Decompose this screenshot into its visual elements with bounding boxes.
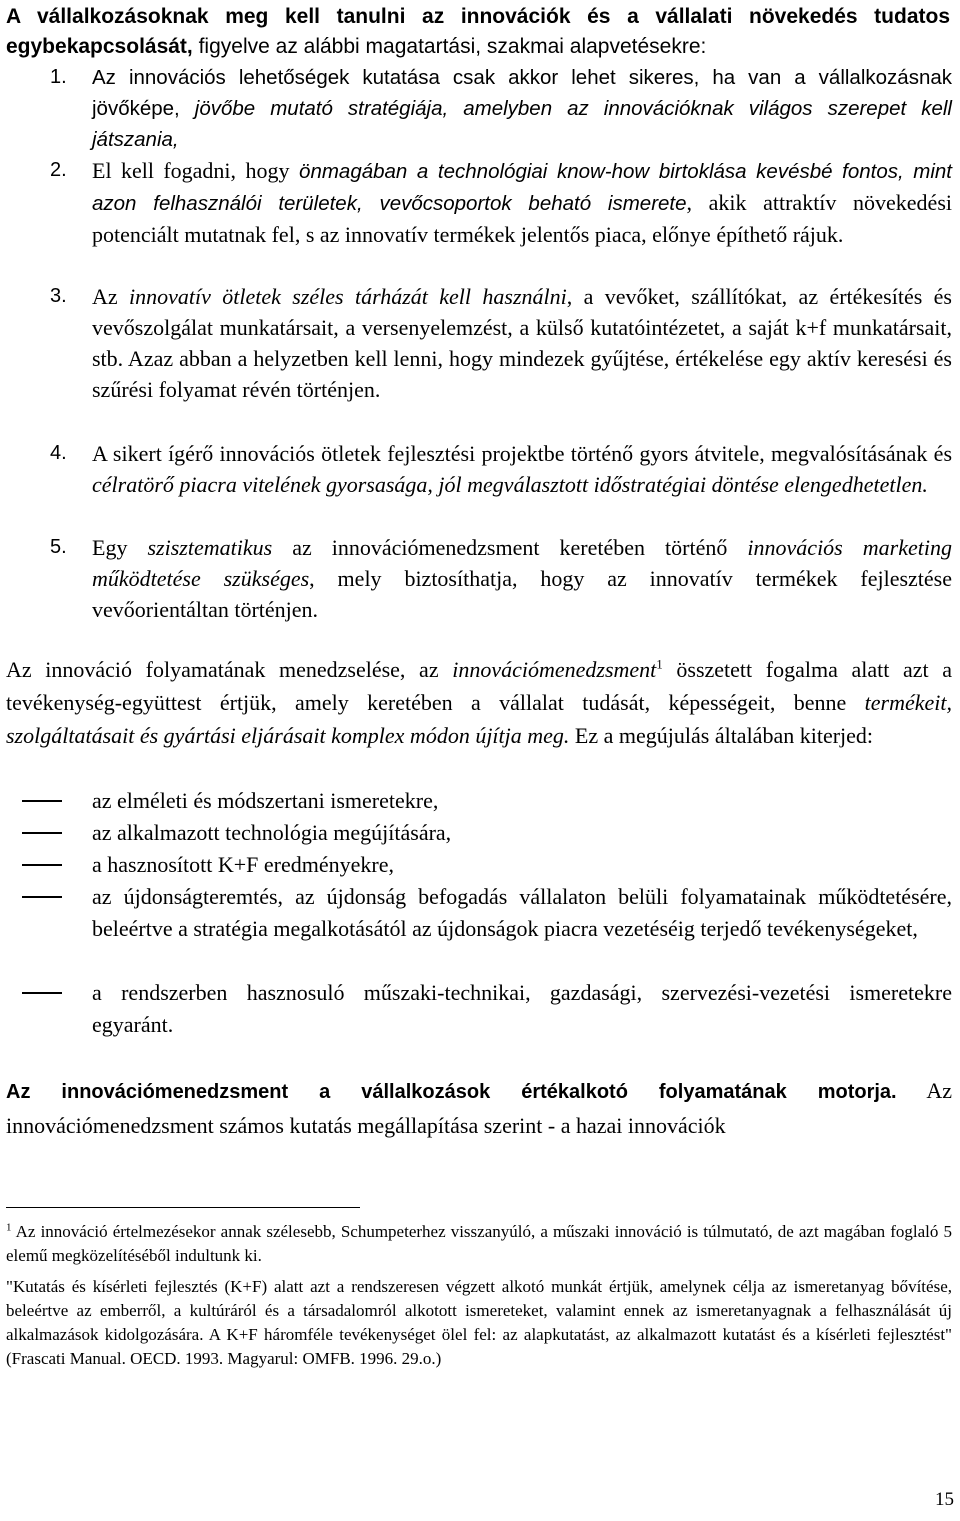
list-text-part: , akik attraktív növekedési potenciált mutatnak fel, s az innovatív termékek jelentős piaca, előnye építhető rájuk. xyxy=(92,190,952,247)
footnote-marker: 1 xyxy=(6,1221,12,1234)
intro-bold: A vállalkozásoknak meg kell tanulni az innovációk és a vállalati növekedés tudatos egybekapcsolását, xyxy=(6,5,950,58)
list-text xyxy=(92,281,952,405)
list-text xyxy=(92,532,952,625)
list-text xyxy=(92,62,952,155)
footnote-text: Az innováció értelmezésekor annak szélesebb, Schumpeterhez visszanyúló, a műszaki innováció is túlmutató, de azt magában foglaló 5 elemű megközelítéséből indultunk ki. xyxy=(6,1222,952,1265)
para-italic-term: innovációmenedzsment xyxy=(452,657,657,682)
dash-bullet xyxy=(22,864,62,866)
list-number: 1. xyxy=(50,66,67,88)
list-text-part: az innovációmenedzsment keretében történő xyxy=(272,535,728,560)
list-number: 2. xyxy=(50,159,67,181)
footnote-1 xyxy=(6,1220,952,1268)
para-part: Az innováció folyamatának menedzselése, az xyxy=(6,657,453,682)
list-number: 5. xyxy=(50,536,67,558)
dash-list-text: az elméleti és módszertani ismeretekre, xyxy=(92,788,439,813)
list-number: 4. xyxy=(50,442,67,464)
dash-list-text: a rendszerben hasznosuló műszaki-technikai, gazdasági, szervezési-vezetési ismeretekre egyaránt. xyxy=(92,980,952,1037)
para-bold: Az innovációmenedzsment a vállalkozások értékalkotó folyamatának motorja. xyxy=(6,1081,897,1103)
list-text-part: , mely biztosíthatja, hogy az innovatív termékek fejlesztése vevőorientáltan történjen. xyxy=(92,566,952,622)
dash-list-text: az újdonságteremtés, az újdonság befogadás vállalaton belüli folyamatainak működtetésére, beleértve a stratégia megalkotásától az újdonságok piacra vezetéséig terjedő tevékenységeket, xyxy=(92,884,952,941)
dash-list-text: az alkalmazott technológia megújítására, xyxy=(92,820,452,845)
footnote-quote: "Kutatás és kísérleti fejlesztés (K+F) alatt azt a rendszeresen végzett alkotó munkát értjük, amelynek célja az ismeretanyag bővítése, beleértve az emberről, a kultúráról és a társadalomról alkotott ismereteket, valamint ennek az ismeretanyagnak a felhasználását új alkalmazások kidolgozására. A K+F háromféle tevékenységet ölel fel: az alapkutatást, az alkalmazott kutatást és a kísérleti fejlesztést" (Frascati Manual. OECD. 1993. Magyarul: OMFB. 1996. 29.o.) xyxy=(6,1277,952,1368)
list-text-part: El kell fogadni, hogy xyxy=(92,158,290,183)
list-text-italic: célratörő piacra vitelének gyorsasága, jól megválasztott időstratégiai döntése elengedhetetlen. xyxy=(92,472,928,497)
list-number: 3. xyxy=(50,285,67,307)
list-text xyxy=(92,155,952,250)
list-text xyxy=(92,438,952,500)
list-text-part: Az innovációs lehetőségek kutatása csak akkor lehet sikeres, ha van a vállalkozásnak jövőképe, xyxy=(92,66,952,120)
footnote-rule xyxy=(6,1207,360,1208)
body-paragraph xyxy=(6,653,952,752)
list-text-part: A sikert ígérő innovációs ötletek fejlesztési projektbe történő gyors átvitele, megvalósításának és xyxy=(92,441,952,466)
para-italic: termékeit, szolgáltatásait és gyártási eljárásait komplex módon újítja meg. xyxy=(6,690,952,748)
dash-bullet xyxy=(22,992,62,994)
list-text-part: Az xyxy=(92,284,118,309)
dash-bullet xyxy=(22,832,62,834)
list-text-italic: jövőbe mutató stratégiája, amelyben az innovációknak világos szerepet kell játszania, xyxy=(92,97,952,151)
intro-rest: figyelve az alábbi magatartási, szakmai alapvetésekre: xyxy=(192,35,707,58)
list-text-part: , a vevőket, szállítókat, az értékesítés és vevőszolgálat munkatársait, a versenyelemzést, a külső kutatóintézetet, a saját k+f munkatársait, stb. Azaz abban a helyzetben kell lenni, hogy mindezek gyűjtése, értékelése egy aktív keresési és szűrési folyamat révén történjen. xyxy=(92,284,952,402)
list-text-part: Egy xyxy=(92,535,128,560)
para-part: összetett fogalma alatt azt a tevékenység-együttest értjük, amely keretében a vállalat tudását, képességeit, benne xyxy=(6,657,953,715)
list-text-italic: önmagában a technológiai know-how birtoklása kevésbé fontos, mint azon felhasználói területek, vevőcsoportok beható ismerete xyxy=(92,160,952,215)
dash-list-text: a hasznosított K+F eredményekre, xyxy=(92,852,394,877)
footnote-ref: 1 xyxy=(656,656,663,672)
list-text-italic: innovatív ötletek széles tárházát kell használni xyxy=(117,284,567,309)
dash-bullet xyxy=(22,896,62,898)
list-text-italic: szisztematikus xyxy=(127,535,273,560)
para-part: Az innovációmenedzsment számos kutatás megállapítása szerint - a hazai innovációk xyxy=(6,1078,952,1138)
page-number: 15 xyxy=(935,1489,954,1510)
intro-paragraph xyxy=(6,2,950,62)
list-text-italic: innovációs marketing működtetése szükséges xyxy=(92,535,952,591)
dash-bullet xyxy=(22,800,62,802)
body-paragraph-2 xyxy=(6,1074,952,1142)
para-part: Ez a megújulás általában kiterjed: xyxy=(569,723,874,748)
